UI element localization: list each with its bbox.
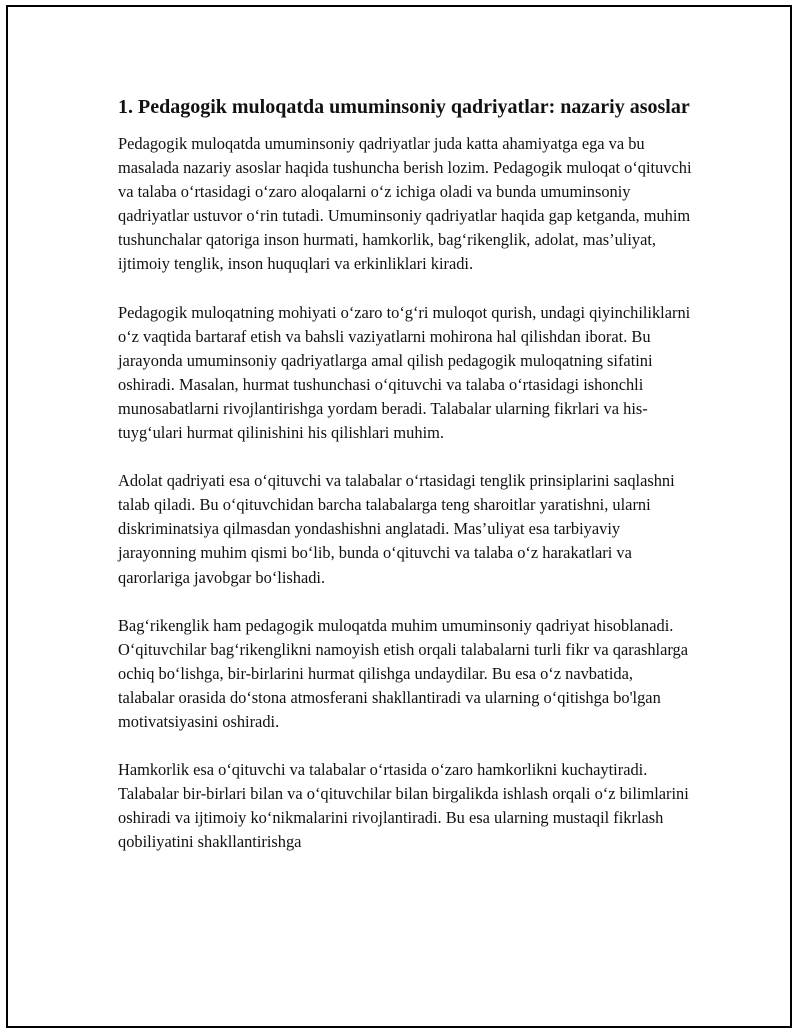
paragraph-2: Pedagogik muloqatning mohiyati o‘zaro to‘g‘ri muloqot qurish, undagi qiyinchiliklarni o‘z vaqtida bartaraf etish va bahsli vaziyatlarni mohirona hal qilishdan iborat. Bu jarayonda umuminsoniy qadriyatlarga amal qilish pedagogik muloqatning sifatini oshiradi. Masalan, hurmat tushunchasi o‘qituvchi va talaba o‘rtasidagi ishonchli munosabatlarni rivojlantirishga yordam beradi. Talabalar ularning fikrlari va his-tuyg‘ulari hurmat qilinishini his qilishlari muhim. bbox=[118, 302, 691, 443]
paragraph-4: Bag‘rikenglik ham pedagogik muloqatda muhim umuminsoniy qadriyat hisoblanadi. O‘qituvchilar bag‘rikenglikni namoyish etish orqali talabalarni turli fikr va qarashlarga ochiq bo‘lishga, bir-birlarini hurmat qilishga undaydilar. Bu esa o‘z navbatida, talabalar orasida do‘stona atmosferani shakllantiradi va ularning o‘qitishga bo'lgan motivatsiyasini oshiradi. bbox=[118, 615, 689, 731]
section-title: 1. Pedagogik muloqatda umuminsoniy qadriyatlar: nazariy asoslar bbox=[118, 96, 690, 118]
paragraph-1: Pedagogik muloqatda umuminsoniy qadriyatlar juda katta ahamiyatga ega va bu masalada nazariy asoslar haqida tushuncha berish lozim. Pedagogik muloqat o‘qituvchi va talaba o‘rtasidagi o‘zaro aloqalarni o‘z ichiga oladi va bunda umuminsoniy qadriyatlar ustuvor o‘rin tutadi. Umuminsoniy qadriyatlar haqida gap ketganda, muhim tushunchalar qatoriga inson hurmati, hamkorlik, bag‘rikenglik, adolat, mas’uliyat, ijtimoiy tenglik, inson huquqlari va erkinliklari kiradi. bbox=[118, 134, 692, 274]
paragraph-5: Hamkorlik esa o‘qituvchi va talabalar o‘rtasida o‘zaro hamkorlikni kuchaytiradi. Talabalar bir-birlari bilan va o‘qituvchilar bilan birgalikda ishlash orqali o‘z bilimlarini oshiradi va ijtimoiy ko‘nikmalarini rivojlantiradi. Bu esa ularning mustaqil fikrlash qobiliyatini shakllantirishga bbox=[118, 760, 689, 852]
document-content bbox=[118, 94, 693, 878]
paragraph-3: Adolat qadriyati esa o‘qituvchi va talabalar o‘rtasidagi tenglik prinsiplarini saqlashni talab qiladi. Bu o‘qituvchidan barcha talabalarga teng sharoitlar yaratishni, ularni diskriminatsiya qilmasdan yondashishni anglatadi. Mas’uliyat esa tarbiyaviy jarayonning muhim qismi bo‘lib, bunda o‘qituvchi va talaba o‘z harakatlari va qarorlariga javobgar bo‘lishadi. bbox=[118, 471, 675, 587]
